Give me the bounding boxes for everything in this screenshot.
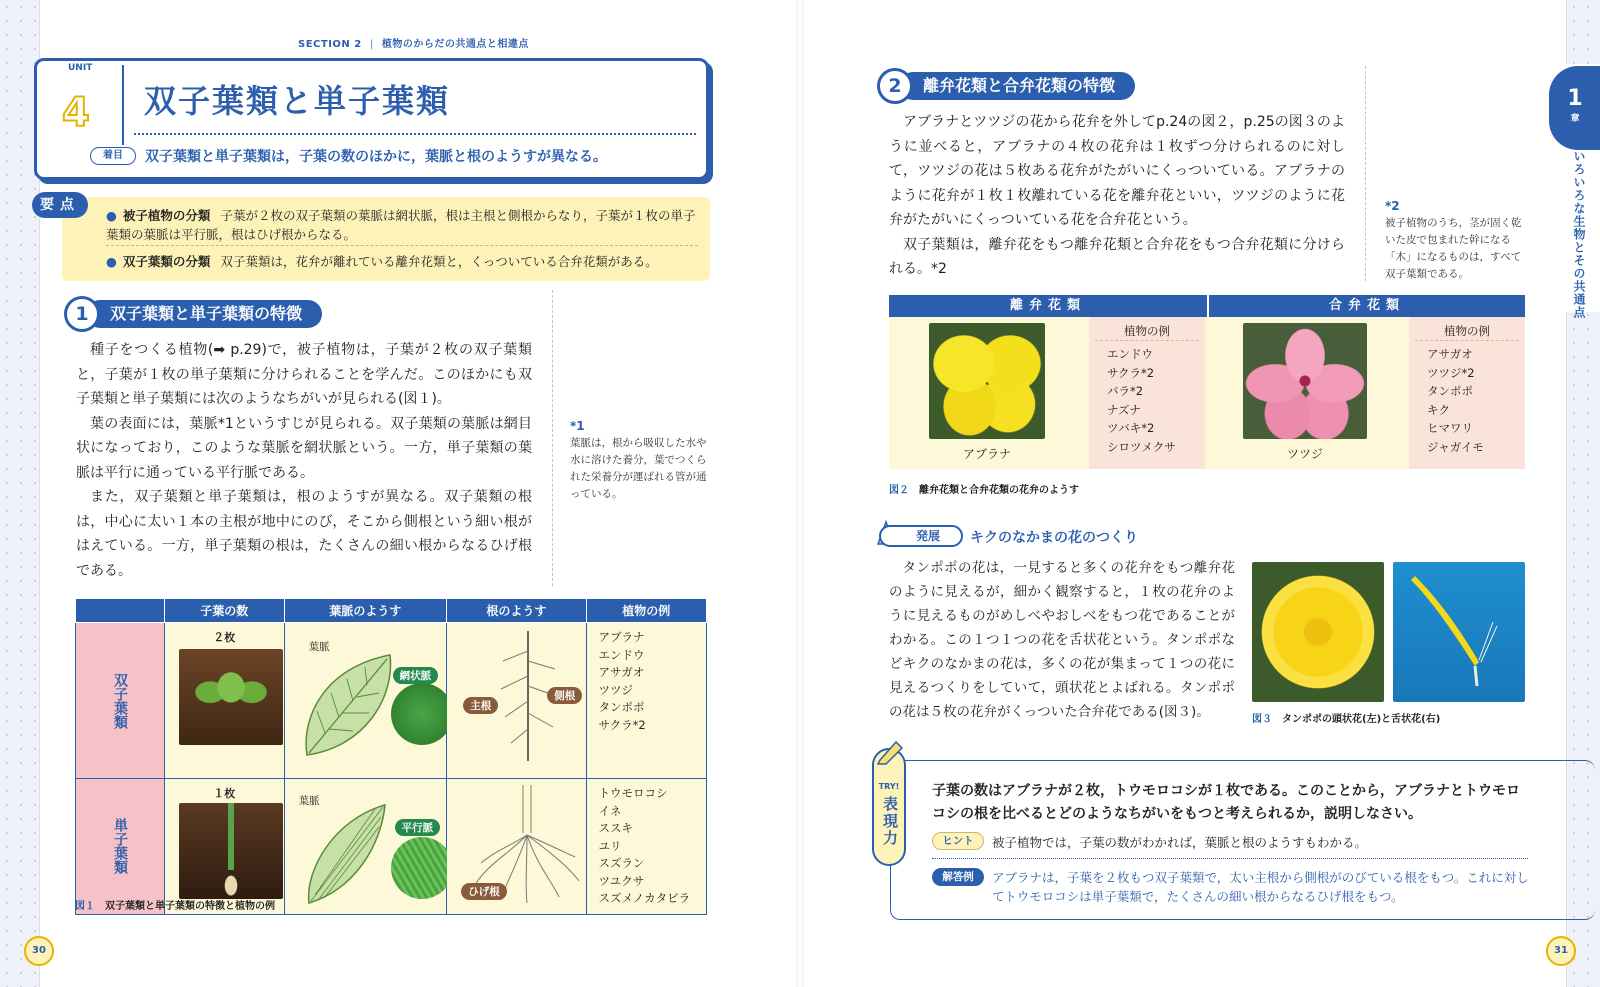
root-cell: [447, 779, 586, 915]
section-1-title: 双子葉類と単子葉類の特徴: [86, 300, 322, 328]
rapeseed-label: アブラナ: [962, 447, 1011, 461]
figure-2-body: [889, 317, 1525, 469]
page-number-right: 31: [1546, 936, 1576, 966]
key-point-1: ● 被子植物の分類 子葉が２枚の双子葉類の葉脈は網状脈，根は主根と側根からなり，子葉が１枚の単子葉類の葉脈は平行脈，根はひげ根からなる。: [106, 208, 696, 242]
paragraph: アブラナとツツジの花から花弁を外してp.24の図２，p.25の図３のように並べると，アブラナの４枚の花弁は１枚ずつ分けられるのに対して，ツツジの花は５枚ある花弁がたがいにくっついている。アブラナのように花弁が１枚１枚離れている花を離弁花といい，ツツジのように花弁がたがいにくっついている花を合弁花という。: [889, 114, 1345, 228]
vein-cell: 葉脈 平行脈: [284, 779, 447, 915]
key-points-divider: [106, 245, 698, 246]
lateral-root-label: 側根: [547, 687, 582, 704]
azalea-label: ツツジ: [1286, 447, 1323, 461]
cotyledon-cell: １枚: [165, 779, 285, 915]
section-1-body: [76, 338, 532, 583]
unit-divider: [122, 65, 124, 145]
corner-cell: [76, 599, 165, 623]
section-2-heading: [877, 68, 1197, 104]
rapeseed-flower-photo: [929, 323, 1045, 439]
try-tag: TRY!: [878, 782, 900, 791]
polypetalous-examples: 植物の例 エンドウ サクラ*2 バラ*2 ナズナ ツバキ*2 シロツメクサ: [1089, 317, 1205, 469]
unit-number: 4: [62, 90, 90, 136]
key-point-2: ● 双子葉類の分類 双子葉類は，花弁が離れている離弁花類と，くっついている合弁花類がある。: [106, 254, 658, 269]
paragraph: 双子葉類は，離弁花をもつ離弁花類と合弁花をもつ合弁花類に分けられる。*2: [889, 236, 1345, 277]
pencil-icon: [874, 736, 906, 766]
hint-text: 被子植物では，子葉の数がわかれば，葉脈と根のようすもわかる。: [992, 835, 1368, 850]
sympetalous-examples: 植物の例 アサガオ ツツジ*2 タンポポ キク ヒマワリ ジャガイモ: [1409, 317, 1525, 469]
figure-2-caption: 図２ 離弁花類と合弁花類の花弁のようす: [889, 485, 1079, 496]
example-list: アブラナ エンドウ アサガオ ツツジ タンポポ サクラ*2: [598, 630, 646, 732]
main-root-label: 主根: [463, 697, 498, 714]
hint-tag: ヒント: [932, 832, 984, 850]
side-note-2: *2 被子植物のうち，茎が固く乾いた皮で包まれた幹になる「木」になるものは，すべて双子葉類である。: [1385, 199, 1522, 280]
col-header: 葉脈のようす: [284, 599, 447, 623]
polypetalous-header: 離弁花類: [1009, 298, 1086, 313]
net-vein-label: 網状脈: [393, 667, 439, 684]
bullet-icon: ●: [106, 254, 117, 269]
net-vein-leaf-illustration: [295, 647, 405, 762]
side-note-1: *1 葉脈は，根から吸収した水や水に溶けた養分，葉でつくられた栄養分が運ばれる管が通っている。: [570, 419, 707, 500]
section-title: 植物のからだの共通点と相違点: [381, 39, 529, 50]
ligulate-flower-photo: [1393, 562, 1525, 702]
figure-3-caption: 図３ タンポポの頭状花(左)と舌状花(右): [1252, 714, 1441, 725]
net-vein-closeup: [391, 683, 453, 745]
chapter-title: いろいろな生物とその共通点: [1572, 150, 1586, 319]
parallel-vein-closeup: [391, 837, 453, 899]
answer-text: アブラナは，子葉を２枚もつ双子葉類で，太い主根から側根がのびている根をもつ。これに対してトウモロコシは単子葉類で，たくさんの細い根からなるひげ根をもつ。: [992, 870, 1529, 904]
section-2-number: 2: [877, 68, 913, 104]
focus-tag: 着目: [90, 147, 136, 165]
azalea-flower-photo: [1243, 323, 1367, 439]
vein-cell: 葉脈 網状脈: [284, 623, 447, 779]
bullet-icon: ●: [106, 208, 117, 223]
table-row: [76, 623, 707, 779]
row-header: 双子葉類: [76, 623, 165, 779]
paragraph: また，双子葉類と単子葉類は，根のようすが異なる。双子葉類の根は，中心に太い１本の主根が地中にのび，そこから側根という細い根がはえている。一方，単子葉類の根は，たくさんの細い根からなるひげ根である。: [76, 489, 532, 579]
focus-text: 双子葉類と単子葉類は，子葉の数のほかに，葉脈と根のようすが異なる。: [145, 149, 607, 165]
section-1-heading: [64, 296, 384, 332]
section-number: SECTION 2: [298, 39, 362, 50]
table-row: [76, 779, 707, 915]
col-header: 根のようす: [447, 599, 586, 623]
figure-2-header: [889, 295, 1525, 317]
ligulate-flower-illustration: [1393, 562, 1525, 702]
seedling-photo: [179, 803, 283, 899]
dandelion-head-photo: [1252, 562, 1384, 702]
row-header: 単子葉類: [76, 779, 165, 915]
examples-cell: [586, 623, 706, 779]
key-points-tag: 要点: [32, 192, 88, 218]
try-question: 子葉の数はアブラナが２枚，トウモロコシが１枚である。このことから，アブラナとトウモロコシの根を比べるとどのようなちがいをもつと考えられるか，説明しなさい。: [932, 783, 1520, 822]
answer-tag: 解答例: [932, 868, 984, 886]
unit-label: UNIT: [68, 63, 93, 73]
figure-2: [889, 295, 1525, 469]
figure-1-table: [75, 598, 707, 915]
chapter-badge: 1 章: [1549, 66, 1600, 150]
figure-1-caption: 図１ 双子葉類と単子葉類の特徴と植物の例: [75, 901, 275, 912]
unit-dotted-rule: [134, 133, 696, 135]
parallel-vein-label: 平行脈: [395, 819, 441, 836]
section-2-title: 離弁花類と合弁花類の特徴: [899, 72, 1135, 100]
column-divider: [552, 290, 553, 586]
root-cell: [447, 623, 586, 779]
advanced-body: タンポポの花は，一見すると多くの花弁をもつ離弁花のように見えるが，細かく観察すると，１枚の花弁のように見えるものがめしべやおしべをもつ花であることがわかる。この１つ１つの花を舌状花という。タンポポなどキクのなかまの花は，多くの花が集まって１つの花に見えるつくりをしていて，頭状花とよばれる。タンポポの花は５枚の花弁がくっついた合弁花である(図３)。: [889, 560, 1235, 720]
sympetalous-header: 合弁花類: [1207, 295, 1525, 317]
column-divider: [1365, 66, 1366, 281]
section-header: SECTION 2 | 植物のからだの共通点と相違点: [298, 39, 529, 50]
fibrous-root-label: ひげ根: [461, 883, 507, 900]
advanced-tag: 発展: [879, 525, 963, 547]
try-label: 表現力: [881, 796, 899, 847]
col-header: 子葉の数: [165, 599, 285, 623]
cotyledon-cell: ２枚: [165, 623, 285, 779]
page-number-left: 30: [24, 936, 54, 966]
advanced-title: キクのなかまの花のつくり: [970, 530, 1138, 546]
section-1-number: 1: [64, 296, 100, 332]
unit-title: 双子葉類と単子葉類: [144, 82, 451, 120]
try-divider: [932, 858, 1528, 859]
parallel-vein-leaf-illustration: [295, 799, 395, 909]
examples-cell: [586, 779, 706, 915]
example-list: トウモロコシ イネ ススキ ユリ スズラン ツユクサ スズメノカタビラ: [598, 786, 691, 905]
col-header: 植物の例: [586, 599, 706, 623]
seedling-photo: [179, 649, 283, 745]
page-spine: [796, 0, 804, 987]
paragraph: 種子をつくる植物(➡ p.29)で，被子植物は，子葉が２枚の双子葉類と，子葉が１枚の単子葉類に分けられることを学んだ。このほかにも双子葉類と単子葉類には次のようなちがいが見られる(図１)。: [76, 342, 532, 407]
section-2-body: [889, 110, 1345, 282]
paragraph: 葉の表面には，葉脈*1というすじが見られる。双子葉類の葉脈は網目状になっており，このような葉脈を網状脈という。一方，単子葉類の葉脈は平行に通っている平行脈である。: [76, 415, 532, 481]
